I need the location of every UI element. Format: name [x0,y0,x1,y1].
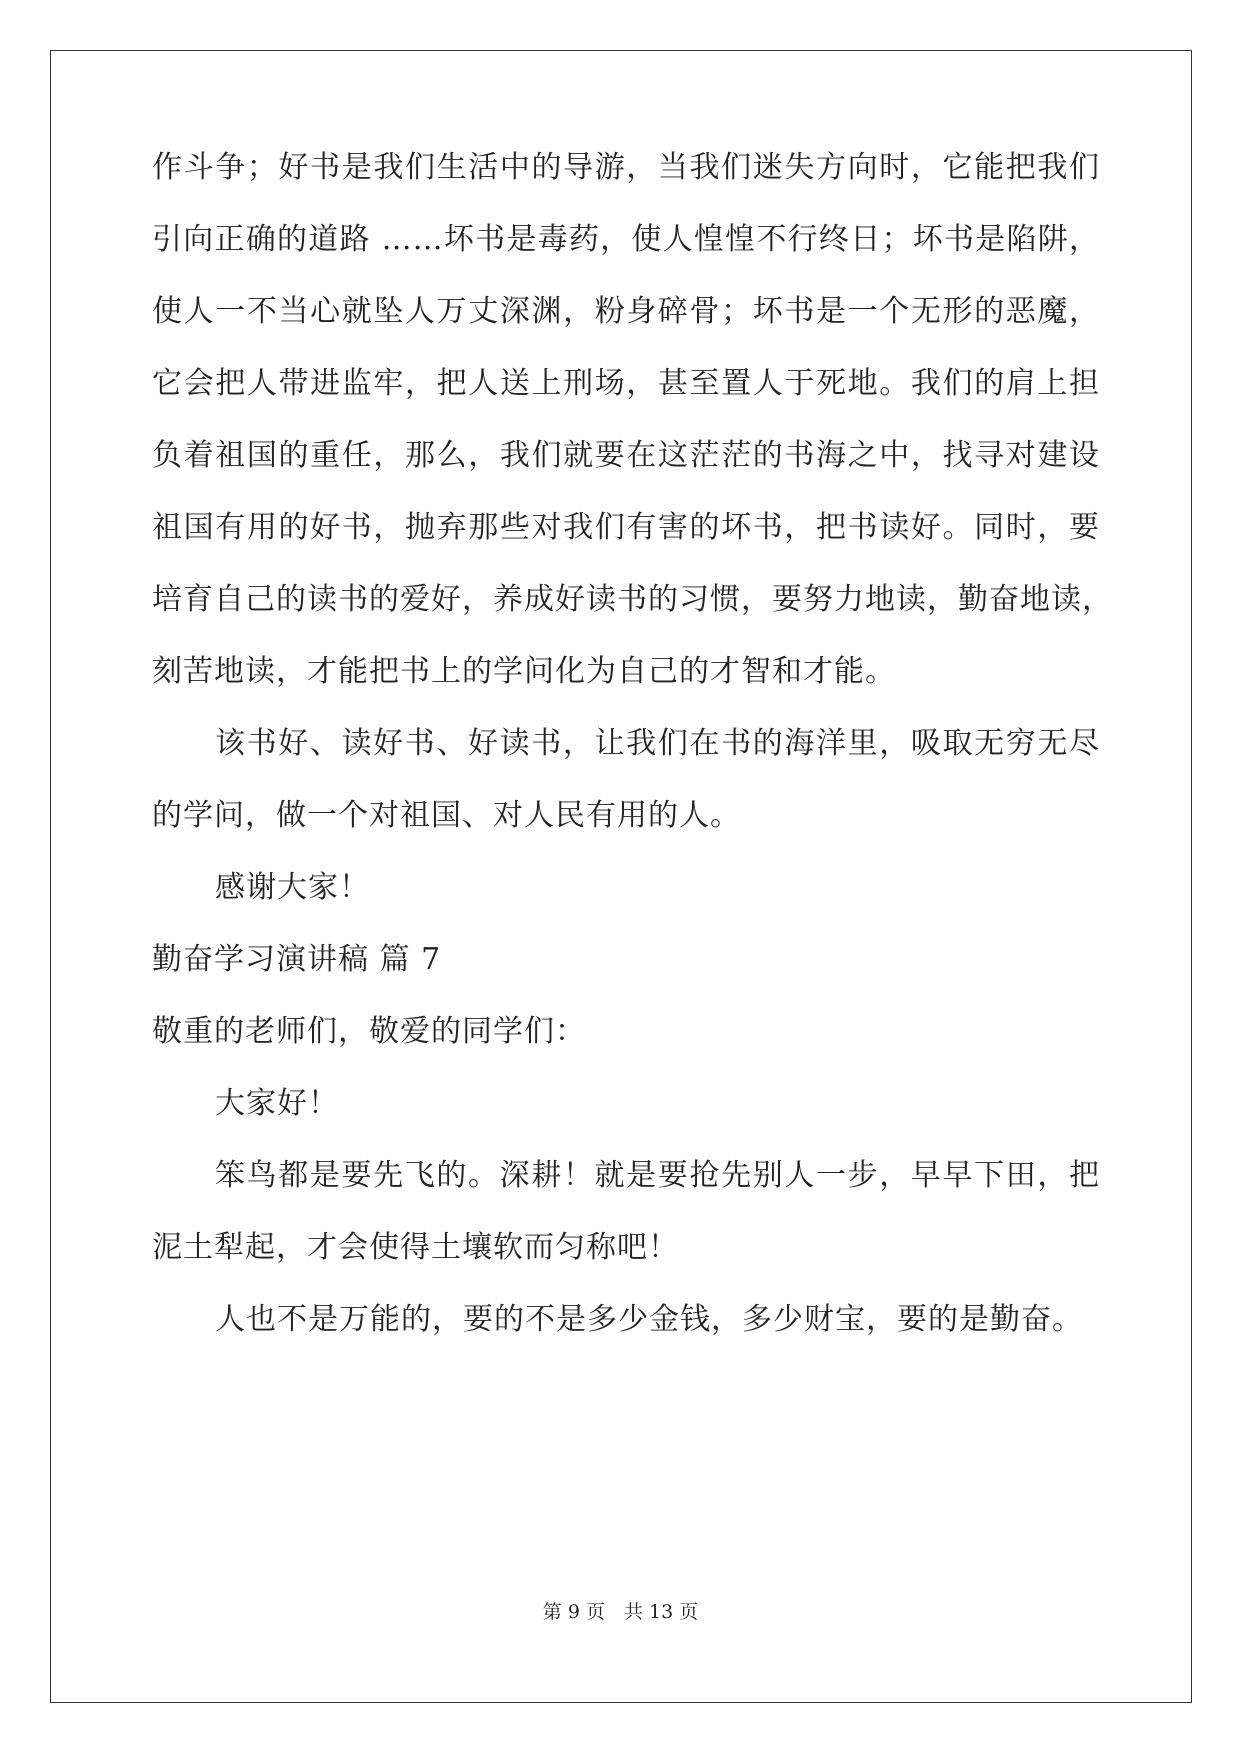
paragraph-first-line: 笨鸟都是要先飞的。深耕！就是要抢先别人一步，早早下田，把 [215,1158,1100,1193]
text-line: 作斗争；好书是我们生活中的导游，当我们迷失方向时，它能把我们 [152,150,1100,185]
text-line: 的学问，做一个对祖国、对人民有用的人。 [152,798,741,833]
salutation: 敬重的老师们，敬爱的同学们： [152,1014,586,1049]
text-line: 泥土犁起，才会使得土壤软而匀称吧！ [152,1230,679,1265]
paragraph-first-line: 该书好、读好书、好读书，让我们在书的海洋里，吸取无穷无尽 [215,726,1100,761]
text-line: 它会把人带进监牢，把人送上刑场，甚至置人于死地。我们的肩上担 [152,366,1100,401]
text-line: 负着祖国的重任，那么，我们就要在这茫茫的书海之中，找寻对建设 [152,438,1100,473]
closing-thanks: 感谢大家！ [215,870,370,905]
paragraph-first-line: 人也不是万能的，要的不是多少金钱，多少财宝，要的是勤奋。 [215,1302,1083,1337]
text-line: 使人一不当心就坠人万丈深渊，粉身碎骨；坏书是一个无形的恶魔， [152,294,1100,329]
page-footer: 第 9 页 共 13 页 [542,1601,699,1623]
text-line: 刻苦地读，才能把书上的学问化为自己的才智和才能。 [152,654,896,689]
text-line: 引向正确的道路 ……坏书是毒药，使人惶惶不行终日；坏书是陷阱， [152,222,1100,257]
greeting: 大家好！ [215,1086,339,1121]
text-line: 培育自己的读书的爱好，养成好读书的习惯，要努力地读，勤奋地读， [152,582,1113,617]
text-line: 祖国有用的好书，抛弃那些对我们有害的坏书，把书读好。同时，要 [152,510,1100,545]
section-heading: 勤奋学习演讲稿 篇 7 [152,942,442,977]
